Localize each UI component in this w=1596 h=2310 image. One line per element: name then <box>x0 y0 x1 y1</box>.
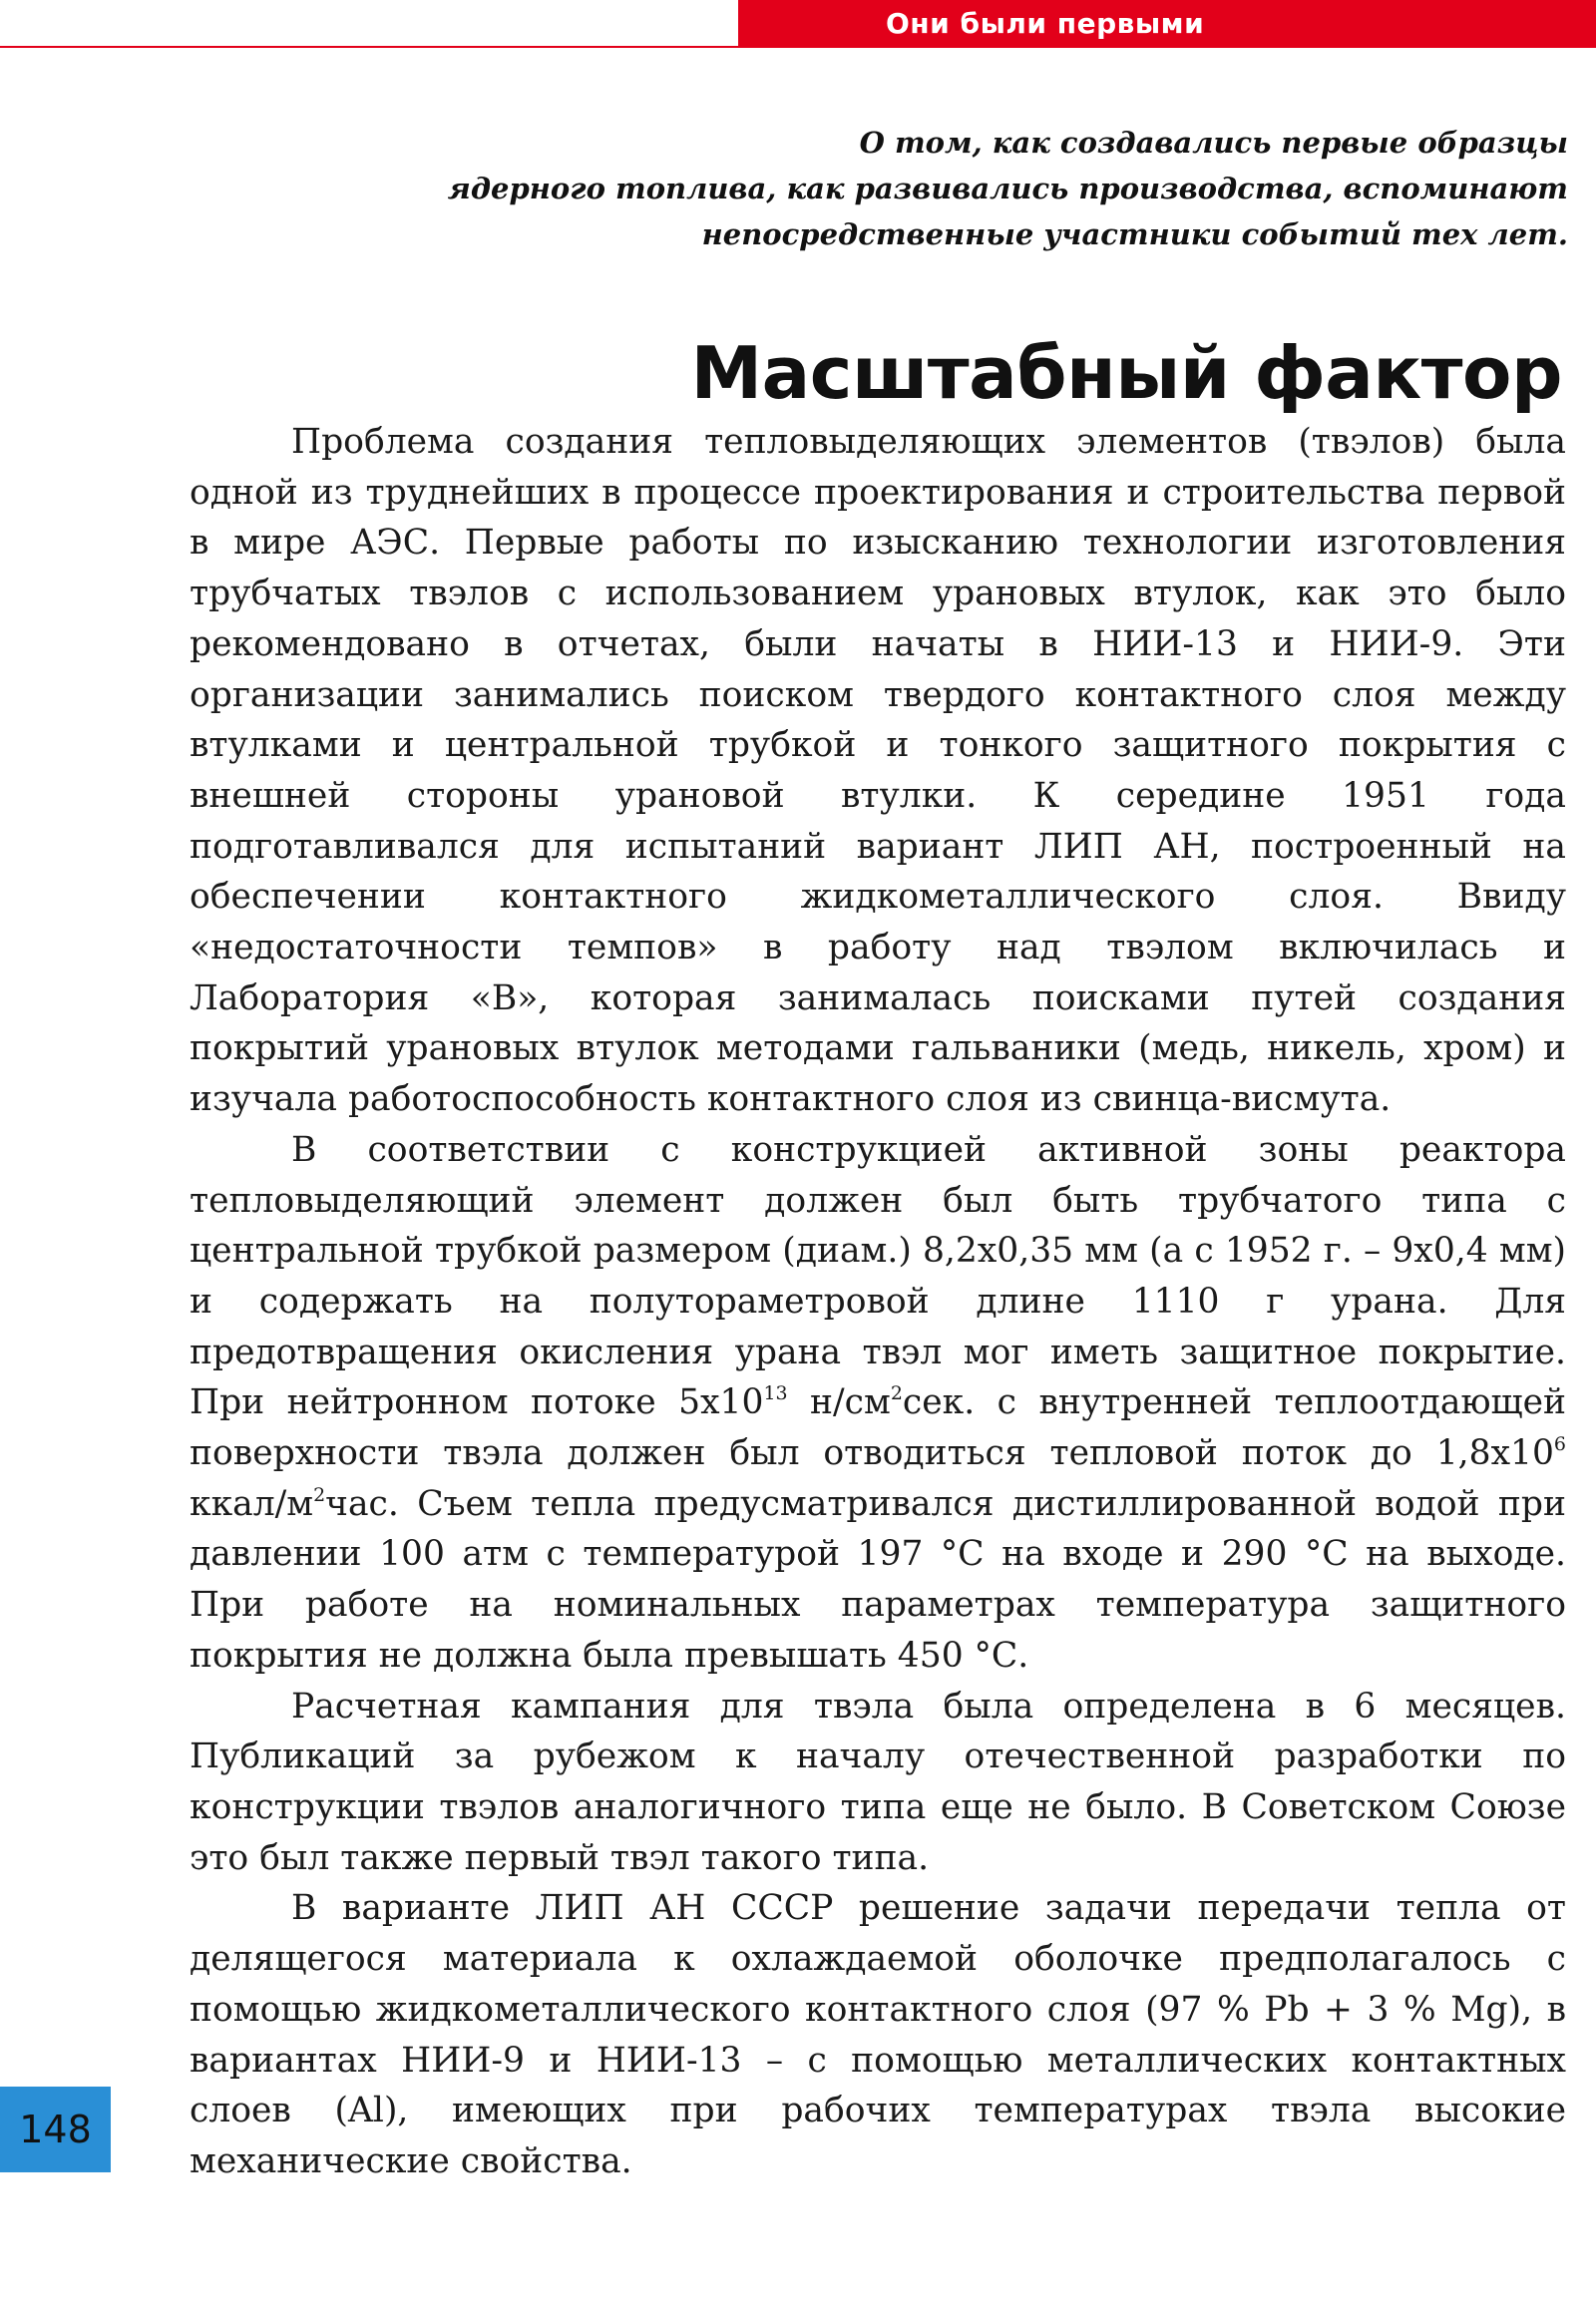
superscript: 13 <box>763 1382 788 1405</box>
paragraph: Проблема создания тепловыделяющих элементов (твэлов) была одной из труднейших в процессе проектирования и строительства первой в мире АЭС. Первые работы по изысканию технологии изготовления трубчатых твэлов с использованием урановых втулок, как это было рекомендовано в отчетах, были начаты в НИИ-13 и НИИ-9. Эти организации занимались поиском твердого контактного слоя между втулками и центральной трубкой и тонкого защитного покрытия с внешней стороны урановой втулки. К середине 1951 года подготавливался для испытаний вариант ЛИП АН, построенный на обеспечении контактного жидкометаллического слоя. Ввиду «недостаточности темпов» в работу над твэлом включилась и Лаборатория «В», которая занималась поисками путей создания покрытий урановых втулок методами гальваники (медь, никель, хром) и изучала работоспособность контактного слоя из свинца-висмута. <box>190 422 1566 1120</box>
paragraph-text: н/см <box>787 1382 891 1423</box>
superscript: 2 <box>313 1483 326 1506</box>
article-body <box>190 417 1566 2187</box>
section-title: Они были первыми <box>886 7 1205 40</box>
paragraph: Расчетная кампания для твэла была определена в 6 месяцев. Публикаций за рубежом к началу отечественной разработки по конструкции твэлов аналогичного типа еще не было. В Советском Союзе это был также первый твэл такого типа. <box>190 1686 1566 1878</box>
superscript: 6 <box>1553 1432 1566 1455</box>
paragraph-text: час. Съем тепла предусматривался дистиллированной водой при давлении 100 атм с температурой 197 °С на входе и 290 °С на выходе. При работе на номинальных параметрах температура защитного покрытия не должна была превышать 450 °С. <box>190 1483 1566 1676</box>
paragraph: В варианте ЛИП АН СССР решение задачи передачи тепла от делящегося материала к охлаждаемой оболочке предполагалось с помощью жидкометаллического контактного слоя (97 % Pb + 3 % Mg), в вариантах НИИ-9 и НИИ-13 – с помощью металлических контактных слоев (Al), имеющих при рабочих температурах твэла высокие механические свойства. <box>190 1888 1566 2181</box>
section-banner <box>738 0 1596 48</box>
superscript: 2 <box>890 1382 903 1405</box>
intro-lead <box>200 120 1568 257</box>
paragraph <box>190 1125 1566 1682</box>
intro-line: ядерного топлива, как развивались производства, вспоминают <box>447 172 1568 205</box>
page-number: 148 <box>0 2087 111 2172</box>
header-rule <box>0 46 738 48</box>
paragraph-text: В соответствии с конструкцией активной зоны реактора тепловыделяющий элемент должен был быть трубчатого типа с центральной трубкой размером (диам.) 8,2х0,35 мм (а с 1952 г. – 9х0,4 мм) и содержать на полутораметровой длине 1110 г урана. Для предотвращения окисления урана твэл мог иметь защитное покрытие. При нейтронном потоке 5х10 <box>190 1129 1566 1423</box>
intro-line: непосредственные участники событий тех лет. <box>701 217 1568 251</box>
intro-line: О том, как создавались первые образцы <box>859 126 1568 160</box>
article-title: Масштабный фактор <box>690 331 1562 415</box>
paragraph-text: сек. с внутренней теплоотдающей поверхности твэла должен был отводиться тепловой поток до 1,8х10 <box>190 1382 1566 1474</box>
paragraph-text: ккал/м <box>190 1483 314 1524</box>
